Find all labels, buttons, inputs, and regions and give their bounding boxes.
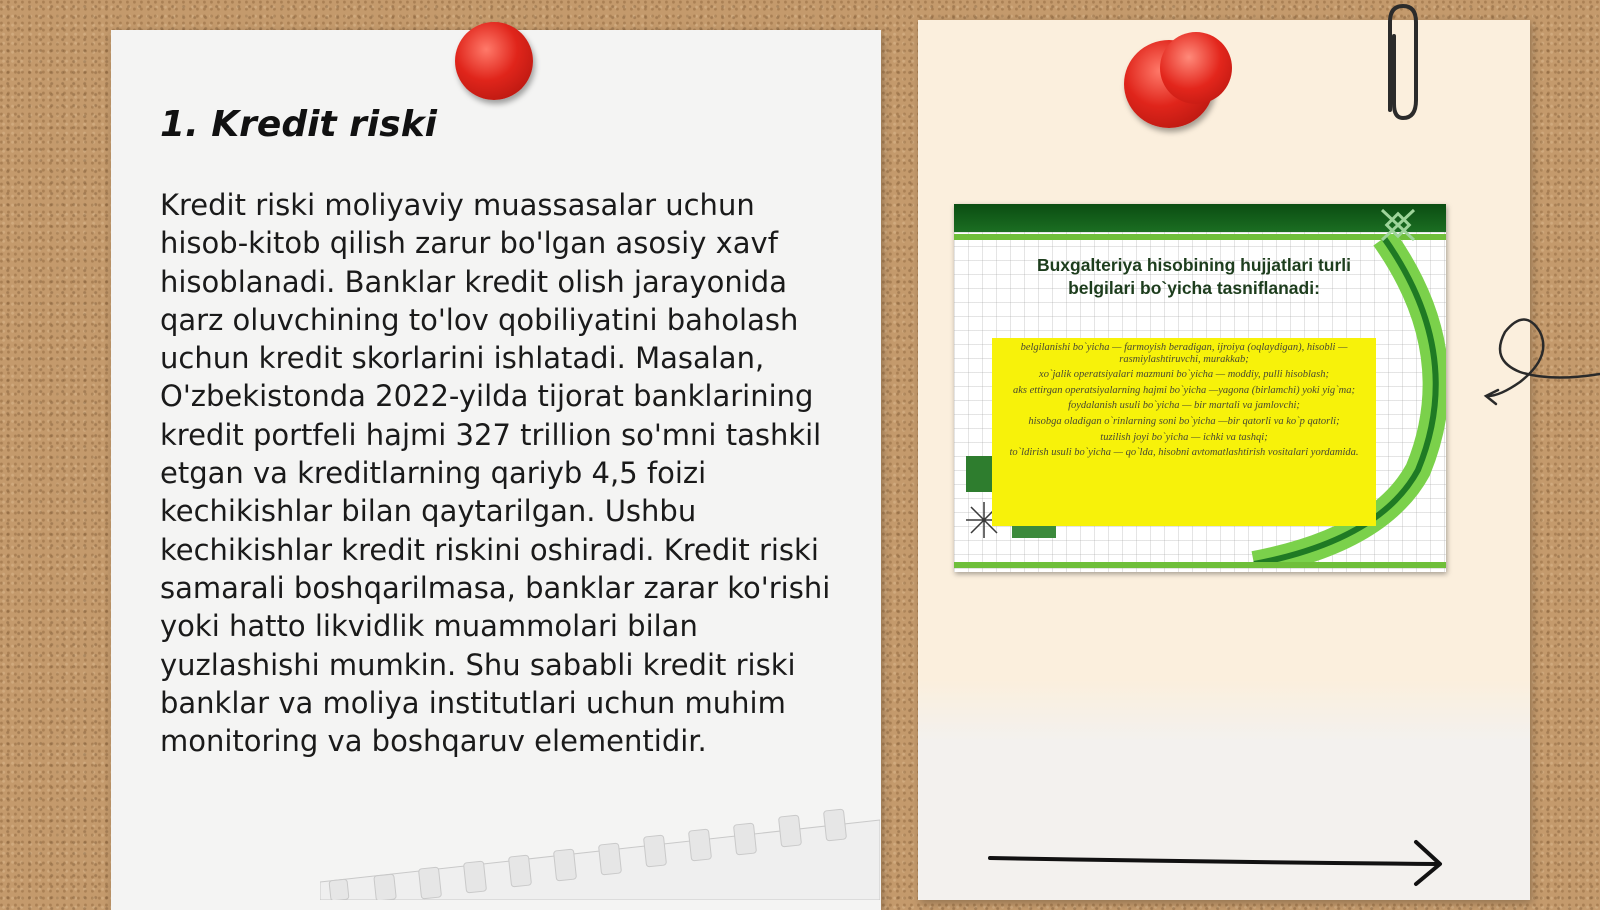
slide-list-item: to`ldirish usuli bo`yicha — qo`lda, hisobni avtomatlashtirish vositalari yordamida. xyxy=(1009,447,1359,459)
torn-tabs xyxy=(320,800,880,900)
long-arrow-icon xyxy=(988,838,1448,888)
slide-knot-icon xyxy=(1378,206,1418,244)
slide-list-item: aks ettirgan operatsiyalarning hajmi bo`yicha —yagona (birlamchi) yoki yig`ma; xyxy=(1013,384,1355,396)
push-pin-icon xyxy=(455,22,533,100)
paper-clip-icon xyxy=(1376,0,1426,125)
section-title: 1. Kredit riski xyxy=(160,104,437,145)
slide-yellow-box xyxy=(992,338,1376,526)
slide-top-bar xyxy=(954,204,1446,232)
slide-list-item: foydalanish usuli bo`yicha — bir martali va jamlovchi; xyxy=(1068,400,1300,412)
slide-list-item: hisobga oladigan o`rinlarning soni bo`yicha —bir qatorli va ko`p qatorli; xyxy=(1028,415,1340,427)
slide-list-item: belgilanishi bo`yicha — farmoyish beradigan, ijroiya (oqlaydigan), hisobli — rasmiylashtiruvchi, murakkab; xyxy=(1020,342,1348,365)
embedded-slide-image xyxy=(954,204,1446,572)
slide-list-item: tuzilish joyi bo`yicha — ichki va tashqi; xyxy=(1100,431,1268,443)
push-pin-icon xyxy=(1160,32,1232,104)
slide-heading: Buxgalteriya hisobining hujjatlari turli belgilari bo`yicha tasniflanadi: xyxy=(1036,255,1352,298)
body-text: Kredit riski moliyaviy muassasalar uchun hisob-kitob qilish zarur bo'lgan asosiy xavf hisoblanadi. Banklar kredit olish jarayonida qarz oluvchining to'lov qobiliyatini baholash uchun kredit skorlarini ishlatadi. Masalan, O'zbekistonda 2022-yilda tijorat banklarining kredit portfeli hajmi 327 trillion so'mni tashkil etgan va kreditlarning qariyb 4,5 foizi kechikishlar bilan qaytarilgan. Ushbu kechikishlar kredit riskini oshiradi. Kredit riski samarali boshqarilmasa, banklar zarar ko'rishi yoki hatto likvidlik muammolari bilan yuzlashishi mumkin. Shu sababli kredit riski banklar va moliya institutlari uchun muhim monitoring va boshqaruv elementidir. xyxy=(160,188,831,759)
slide-list-item: xo`jalik operatsiyalari mazmuni bo`yicha — moddiy, pulli hisoblash; xyxy=(1039,369,1329,381)
slide-decor-square xyxy=(966,456,992,492)
doodle-arrow-icon xyxy=(1480,312,1600,407)
slide-bottom-stripe xyxy=(954,562,1446,568)
